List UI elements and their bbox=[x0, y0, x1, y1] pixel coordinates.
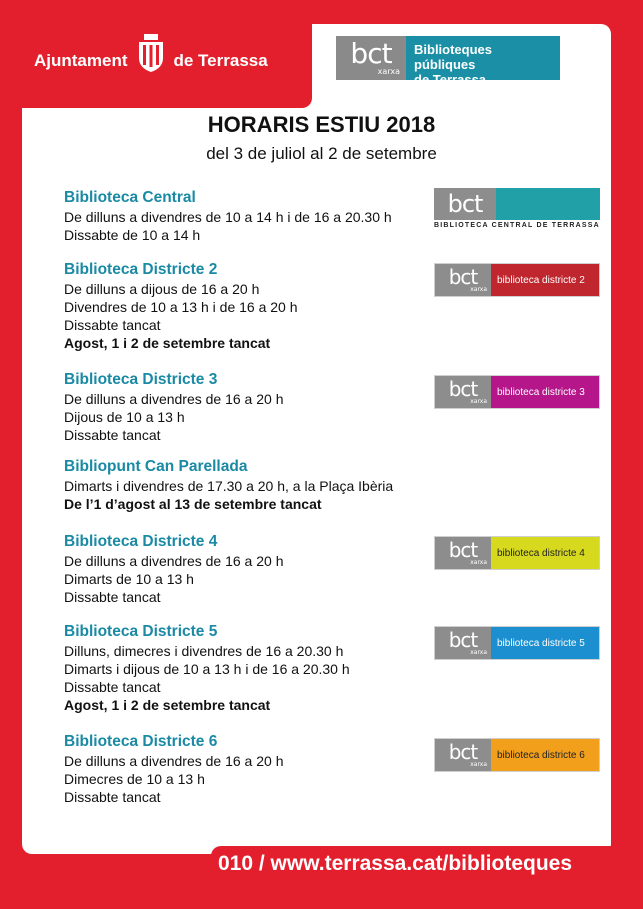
closure-notice: Agost, 1 i 2 de setembre tancat bbox=[64, 335, 271, 351]
library-name: Biblioteca Districte 2 bbox=[64, 261, 218, 278]
library-name: Biblioteca Central bbox=[64, 189, 196, 206]
bct-logo-mark: bct xarxa bbox=[435, 627, 491, 659]
opening-hours-line: Dijous de 10 a 13 h bbox=[64, 409, 185, 425]
page-subtitle: del 3 de juliol al 2 de setembre bbox=[206, 144, 437, 163]
district-library-logo bbox=[434, 536, 600, 570]
bct-logo-mark: bct xarxa bbox=[435, 739, 491, 771]
opening-hours-line: Dimarts i divendres de 17.30 a 20 h, a la Plaça Ibèria bbox=[64, 478, 394, 494]
library-entry bbox=[64, 622, 434, 714]
footer-contact[interactable]: 010 / www.terrassa.cat/biblioteques bbox=[218, 852, 573, 875]
municipality-logo bbox=[34, 42, 268, 80]
network-logo bbox=[336, 36, 560, 87]
page-title: HORARIS ESTIU 2018 bbox=[207, 112, 436, 137]
bct-logo-mark: bct xarxa bbox=[336, 36, 406, 80]
district-library-logo bbox=[434, 626, 600, 660]
terrassa-crest-icon bbox=[136, 34, 166, 72]
municipality-name-right: de Terrassa bbox=[173, 51, 268, 70]
library-name: Biblioteca Districte 6 bbox=[64, 733, 218, 750]
opening-hours-line: Dissabte tancat bbox=[64, 789, 161, 805]
logo-label: biblioteca districte 4 bbox=[491, 537, 599, 569]
library-name: Biblioteca Districte 5 bbox=[64, 623, 218, 640]
closure-notice: De l’1 d’agost al 13 de setembre tancat bbox=[64, 496, 322, 512]
library-entry bbox=[64, 732, 434, 806]
opening-hours-line: De dilluns a divendres de 16 a 20 h bbox=[64, 553, 284, 569]
bct-logo-mark: bct xarxa bbox=[435, 264, 491, 296]
logo-label: biblioteca districte 2 bbox=[491, 264, 599, 296]
opening-hours-line: Dimarts de 10 a 13 h bbox=[64, 571, 194, 587]
district-library-logo bbox=[434, 263, 600, 297]
logo-label: biblioteca districte 5 bbox=[491, 627, 599, 659]
library-entry bbox=[64, 532, 434, 606]
logo-label: biblioteca districte 6 bbox=[491, 739, 599, 771]
opening-hours-line: De dilluns a dijous de 16 a 20 h bbox=[64, 281, 260, 297]
bct-logo-mark: bct xarxa bbox=[435, 376, 491, 408]
opening-hours-line: Dissabte tancat bbox=[64, 679, 161, 695]
opening-hours-line: De dilluns a divendres de 16 a 20 h bbox=[64, 391, 284, 407]
opening-hours-line: Dissabte tancat bbox=[64, 589, 161, 605]
opening-hours-line: Dissabte tancat bbox=[64, 317, 161, 333]
district-library-logo bbox=[434, 738, 600, 772]
bct-logo-mark: bct bbox=[434, 188, 496, 220]
library-entry bbox=[64, 370, 434, 444]
library-name: Bibliopunt Can Parellada bbox=[64, 458, 248, 475]
library-entry bbox=[64, 260, 434, 352]
network-name: Biblioteques públiques de Terrassa bbox=[406, 36, 560, 80]
logo-label: biblioteca districte 3 bbox=[491, 376, 599, 408]
opening-hours-line: Dissabte tancat bbox=[64, 427, 161, 443]
library-entry bbox=[64, 188, 434, 244]
library-name: Biblioteca Districte 4 bbox=[64, 533, 218, 550]
district-library-logo bbox=[434, 375, 600, 409]
central-library-logo bbox=[434, 188, 600, 230]
opening-hours-line: Divendres de 10 a 13 h i de 16 a 20 h bbox=[64, 299, 298, 315]
closure-notice: Agost, 1 i 2 de setembre tancat bbox=[64, 697, 271, 713]
opening-hours-line: Dimarts i dijous de 10 a 13 h i de 16 a 20.30 h bbox=[64, 661, 350, 677]
opening-hours-line: De dilluns a divendres de 10 a 14 h i de 16 a 20.30 h bbox=[64, 209, 392, 225]
logo-band bbox=[496, 188, 600, 220]
opening-hours-line: Dissabte de 10 a 14 h bbox=[64, 227, 201, 243]
opening-hours-line: De dilluns a divendres de 16 a 20 h bbox=[64, 753, 284, 769]
municipality-name-left: Ajuntament bbox=[34, 51, 128, 70]
opening-hours-line: Dilluns, dimecres i divendres de 16 a 20.30 h bbox=[64, 643, 344, 659]
library-name: Biblioteca Districte 3 bbox=[64, 371, 218, 388]
opening-hours-line: Dimecres de 10 a 13 h bbox=[64, 771, 205, 787]
logo-caption: BIBLIOTECA CENTRAL DE TERRASSA bbox=[434, 222, 600, 229]
library-entry bbox=[64, 457, 434, 513]
bct-logo-mark: bct xarxa bbox=[435, 537, 491, 569]
